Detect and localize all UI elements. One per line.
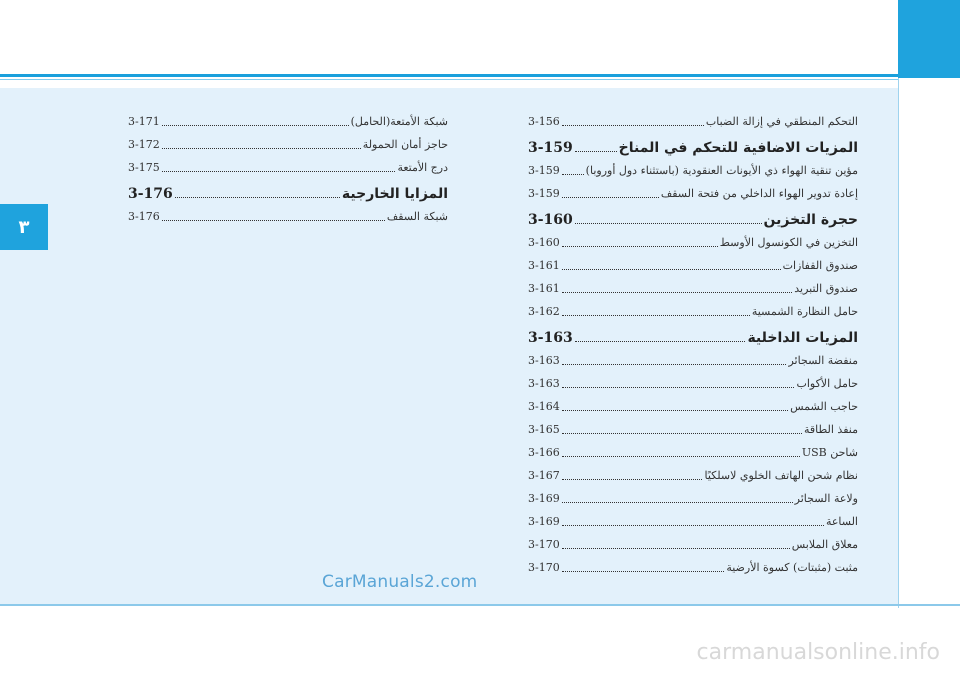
- toc-entry[interactable]: [128, 203, 448, 226]
- toc-label: حامل الأكواب: [796, 377, 858, 390]
- toc-page-number: 3-176: [128, 210, 160, 223]
- toc-label: شاحن USB: [801, 446, 858, 459]
- toc-entry[interactable]: [528, 347, 858, 370]
- toc-label: منفضة السجائر: [788, 354, 858, 367]
- toc-page-number: 3-159: [528, 164, 560, 177]
- toc-entry[interactable]: [528, 108, 858, 131]
- corner-accent-block: [898, 0, 960, 78]
- toc-dot-leader: [562, 432, 802, 434]
- toc-page-number: 3-163: [528, 354, 560, 367]
- toc-entry[interactable]: [528, 298, 858, 321]
- toc-entry[interactable]: [528, 275, 858, 298]
- toc-page-number: 3-165: [528, 423, 560, 436]
- right-edge-line: [898, 78, 899, 608]
- toc-left-column: [128, 108, 448, 226]
- toc-label: درج الأمتعة: [397, 161, 448, 174]
- toc-page-number: 3-161: [528, 282, 560, 295]
- footer-watermark: carmanualsonline.info: [696, 640, 940, 665]
- toc-page-number: 3-156: [528, 115, 560, 128]
- toc-label: شبكة الأمتعة(الحامل): [350, 115, 448, 128]
- toc-dot-leader: [562, 268, 781, 270]
- header-divider: [0, 74, 898, 77]
- chapter-tab[interactable]: ٣: [0, 204, 48, 250]
- toc-label: حاجب الشمس: [790, 400, 858, 413]
- footer-divider: [0, 604, 960, 606]
- toc-label: حجرة التخزين: [763, 212, 858, 228]
- toc-label: التخزين في الكونسول الأوسط: [719, 236, 858, 249]
- toc-page-number: 3-162: [528, 305, 560, 318]
- toc-dot-leader: [562, 501, 793, 503]
- toc-dot-leader: [562, 314, 750, 316]
- header-divider-thin: [0, 79, 898, 80]
- toc-dot-leader: [562, 386, 795, 388]
- toc-dot-leader: [562, 570, 725, 572]
- toc-entry[interactable]: [528, 531, 858, 554]
- toc-page-number: 3-175: [128, 161, 160, 174]
- toc-dot-leader: [162, 147, 361, 149]
- toc-dot-leader: [575, 340, 746, 342]
- toc-dot-leader: [175, 196, 340, 198]
- toc-entry[interactable]: [128, 154, 448, 177]
- toc-page-number: 3-159: [528, 187, 560, 200]
- toc-dot-leader: [562, 173, 584, 175]
- toc-page-number: 3-163: [528, 330, 573, 346]
- toc-entry[interactable]: [528, 416, 858, 439]
- toc-page-number: 3-161: [528, 259, 560, 272]
- toc-dot-leader: [562, 245, 718, 247]
- toc-label: مثبت (مثبتات) كسوة الأرضية: [726, 561, 858, 574]
- toc-dot-leader: [562, 124, 704, 126]
- toc-entry[interactable]: [128, 108, 448, 131]
- toc-dot-leader: [575, 150, 617, 152]
- toc-page-number: 3-169: [528, 515, 560, 528]
- toc-dot-leader: [562, 196, 659, 198]
- toc-section-heading[interactable]: [528, 321, 858, 347]
- toc-label: المزايا الخارجية: [341, 186, 448, 202]
- toc-label: إعادة تدوير الهواء الداخلي من فتحة السقف: [660, 187, 858, 200]
- toc-dot-leader: [562, 547, 790, 549]
- toc-dot-leader: [562, 291, 793, 293]
- toc-dot-leader: [575, 222, 762, 224]
- toc-label: صندوق القفازات: [782, 259, 858, 272]
- toc-page-number: 3-164: [528, 400, 560, 413]
- toc-entry[interactable]: [528, 439, 858, 462]
- toc-label: المزيات الاضافية للتحكم في المناخ: [618, 140, 858, 156]
- toc-section-heading[interactable]: [528, 131, 858, 157]
- toc-label: صندوق التبريد: [794, 282, 858, 295]
- watermark-logo: CarManuals2.com: [322, 572, 478, 592]
- toc-dot-leader: [562, 363, 787, 365]
- toc-label: ولاعة السجائر: [794, 492, 858, 505]
- toc-page-number: 3-163: [528, 377, 560, 390]
- toc-page-number: 3-176: [128, 186, 173, 202]
- toc-dot-leader: [562, 409, 788, 411]
- toc-label: حاجز أمان الحمولة: [362, 138, 448, 151]
- toc-entry[interactable]: [528, 485, 858, 508]
- toc-page-number: 3-170: [528, 561, 560, 574]
- toc-entry[interactable]: [528, 180, 858, 203]
- toc-entry[interactable]: [528, 229, 858, 252]
- toc-label: المزيات الداخلية: [747, 330, 858, 346]
- toc-label: شبكة السقف: [386, 210, 448, 223]
- toc-page-number: 3-169: [528, 492, 560, 505]
- toc-page-number: 3-167: [528, 469, 560, 482]
- toc-page-number: 3-160: [528, 212, 573, 228]
- toc-label: التحكم المنطقي في إزالة الضباب: [705, 115, 858, 128]
- toc-dot-leader: [562, 455, 800, 457]
- toc-entry[interactable]: [528, 252, 858, 275]
- toc-page-number: 3-170: [528, 538, 560, 551]
- toc-label: حامل النظارة الشمسية: [751, 305, 858, 318]
- toc-dot-leader: [162, 170, 396, 172]
- toc-dot-leader: [562, 524, 824, 526]
- toc-entry[interactable]: [528, 157, 858, 180]
- toc-entry[interactable]: [528, 508, 858, 531]
- toc-entry[interactable]: [128, 131, 448, 154]
- toc-page-number: 3-172: [128, 138, 160, 151]
- toc-entry[interactable]: [528, 370, 858, 393]
- toc-page-number: 3-171: [128, 115, 160, 128]
- toc-entry[interactable]: [528, 554, 858, 577]
- toc-label: منفذ الطاقة: [804, 423, 858, 436]
- toc-dot-leader: [162, 219, 385, 221]
- toc-right-column: [528, 108, 858, 577]
- toc-dot-leader: [162, 124, 349, 126]
- page-header-blank: [0, 0, 898, 74]
- toc-dot-leader: [562, 478, 703, 480]
- toc-section-heading[interactable]: [528, 203, 858, 229]
- toc-entry[interactable]: [528, 393, 858, 416]
- toc-label: نظام شحن الهاتف الخلوي لاسلكيًا: [704, 469, 858, 482]
- toc-page-number: 3-166: [528, 446, 560, 459]
- toc-page-number: 3-160: [528, 236, 560, 249]
- toc-page-number: 3-159: [528, 140, 573, 156]
- toc-entry[interactable]: [528, 462, 858, 485]
- toc-label: مؤين تنقية الهواء ذي الأيونات العنقودية (باستثناء دول أوروبا): [585, 164, 858, 177]
- toc-section-heading[interactable]: [128, 177, 448, 203]
- toc-label: معلاق الملابس: [791, 538, 858, 551]
- toc-label: الساعة: [825, 515, 858, 528]
